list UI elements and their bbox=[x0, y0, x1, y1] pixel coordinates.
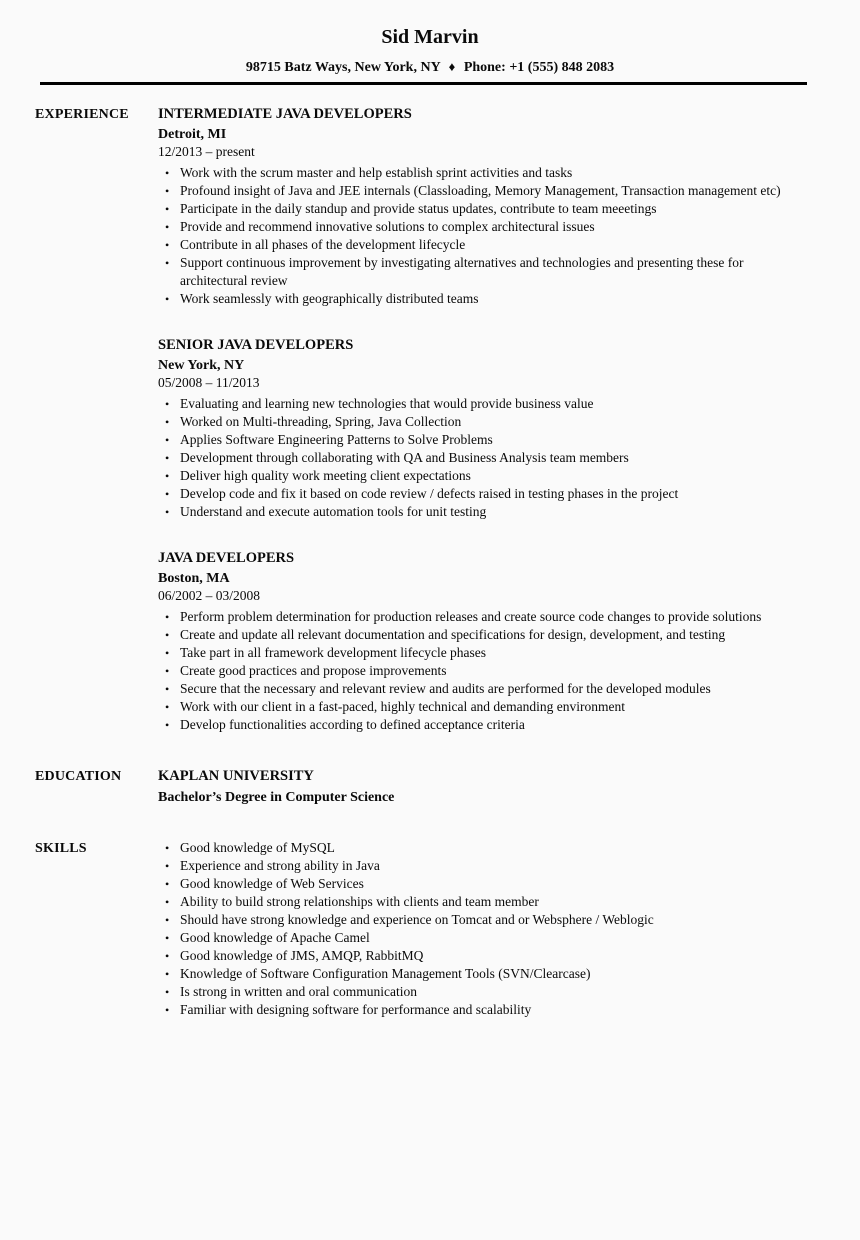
bullet-icon: • bbox=[165, 487, 170, 501]
list-item: • Evaluating and learning new technologies that would provide business value bbox=[165, 396, 594, 411]
bullet-icon: • bbox=[165, 859, 170, 873]
bullet-icon: • bbox=[165, 700, 170, 714]
school-name: KAPLAN UNIVERSITY bbox=[158, 768, 314, 784]
job-location: Detroit, MI bbox=[158, 127, 227, 142]
bullet-icon: • bbox=[165, 985, 170, 999]
bullet-icon: • bbox=[165, 451, 170, 465]
candidate-name: Sid Marvin bbox=[381, 26, 479, 48]
bullet-icon: • bbox=[165, 949, 170, 963]
job-location: New York, NY bbox=[158, 358, 245, 373]
list-item: • Experience and strong ability in Java bbox=[165, 858, 380, 873]
bullet-icon: • bbox=[165, 841, 170, 855]
job-dates: 05/2008 – 11/2013 bbox=[158, 375, 260, 390]
job-entry bbox=[158, 105, 806, 308]
bullet-icon: • bbox=[165, 292, 170, 306]
list-item: • Applies Software Engineering Patterns to Solve Problems bbox=[165, 432, 493, 447]
bullet-icon: • bbox=[165, 220, 170, 234]
list-item: • Create and update all relevant documentation and specifications for design, development, and testing bbox=[165, 627, 726, 642]
bullet-icon: • bbox=[165, 931, 170, 945]
degree-name: Bachelor’s Degree in Computer Science bbox=[158, 790, 395, 805]
bullet-icon: • bbox=[165, 682, 170, 696]
contact-phone: Phone: +1 (555) 848 2083 bbox=[463, 60, 615, 75]
list-item: • Support continuous improvement by investigating alternatives and technologies and presenting these for architectural review bbox=[165, 255, 744, 288]
list-item: • Secure that the necessary and relevant review and audits are performed for the developed modules bbox=[165, 681, 711, 696]
bullet-icon: • bbox=[165, 202, 170, 216]
skills-label: SKILLS bbox=[35, 841, 87, 856]
contact-line bbox=[0, 59, 860, 76]
list-item: • Development through collaborating with QA and Business Analysis team members bbox=[165, 450, 629, 465]
job-title: INTERMEDIATE JAVA DEVELOPERS bbox=[158, 106, 412, 122]
diamond-icon: ♦ bbox=[448, 59, 456, 74]
list-item: • Good knowledge of Apache Camel bbox=[165, 930, 370, 945]
section-experience bbox=[35, 105, 806, 734]
list-item: • Understand and execute automation tools for unit testing bbox=[165, 504, 487, 519]
experience-content bbox=[158, 105, 806, 734]
section-skills bbox=[35, 839, 806, 1019]
education-content bbox=[158, 767, 806, 806]
list-item: • Develop code and fix it based on code review / defects raised in testing phases in the project bbox=[165, 486, 679, 501]
list-item: • Take part in all framework development lifecycle phases bbox=[165, 645, 487, 660]
job-bullet-list bbox=[158, 164, 806, 308]
bullet-icon: • bbox=[165, 397, 170, 411]
job-entry bbox=[158, 549, 806, 734]
bullet-icon: • bbox=[165, 646, 170, 660]
list-item: • Good knowledge of JMS, AMQP, RabbitMQ bbox=[165, 948, 424, 963]
bullet-icon: • bbox=[165, 166, 170, 180]
job-entry bbox=[158, 336, 806, 521]
bullet-icon: • bbox=[165, 1003, 170, 1017]
contact-address: 98715 Batz Ways, New York, NY bbox=[245, 60, 441, 75]
list-item: • Create good practices and propose improvements bbox=[165, 663, 447, 678]
job-title: JAVA DEVELOPERS bbox=[158, 550, 295, 566]
bullet-icon: • bbox=[165, 628, 170, 642]
experience-label: EXPERIENCE bbox=[35, 107, 129, 122]
bullet-icon: • bbox=[165, 433, 170, 447]
bullet-icon: • bbox=[165, 505, 170, 519]
list-item: • Provide and recommend innovative solutions to complex architectural issues bbox=[165, 219, 595, 234]
bullet-icon: • bbox=[165, 718, 170, 732]
skills-content bbox=[158, 839, 806, 1019]
bullet-icon: • bbox=[165, 913, 170, 927]
list-item: • Perform problem determination for production releases and create source code changes to provide solutions bbox=[165, 609, 762, 624]
bullet-icon: • bbox=[165, 895, 170, 909]
list-item: • Worked on Multi-threading, Spring, Java Collection bbox=[165, 414, 462, 429]
job-bullet-list bbox=[158, 608, 806, 734]
resume-header bbox=[0, 0, 860, 85]
list-item: • Should have strong knowledge and experience on Tomcat and or Websphere / Weblogic bbox=[165, 912, 654, 927]
resume-body bbox=[0, 85, 860, 1019]
list-item: • Is strong in written and oral communication bbox=[165, 984, 417, 999]
bullet-icon: • bbox=[165, 967, 170, 981]
bullet-icon: • bbox=[165, 877, 170, 891]
list-item: • Profound insight of Java and JEE internals (Classloading, Memory Management, Transaction management etc) bbox=[165, 183, 781, 198]
list-item: • Contribute in all phases of the development lifecycle bbox=[165, 237, 466, 252]
list-item: • Ability to build strong relationships with clients and team member bbox=[165, 894, 539, 909]
list-item: • Work with our client in a fast-paced, highly technical and demanding environment bbox=[165, 699, 626, 714]
bullet-icon: • bbox=[165, 256, 170, 270]
bullet-icon: • bbox=[165, 664, 170, 678]
bullet-icon: • bbox=[165, 415, 170, 429]
bullet-icon: • bbox=[165, 469, 170, 483]
list-item: • Deliver high quality work meeting client expectations bbox=[165, 468, 471, 483]
education-label: EDUCATION bbox=[35, 769, 122, 784]
list-item: • Participate in the daily standup and provide status updates, contribute to team meeetings bbox=[165, 201, 657, 216]
job-location: Boston, MA bbox=[158, 571, 230, 586]
list-item: • Work seamlessly with geographically distributed teams bbox=[165, 291, 479, 306]
job-dates: 06/2002 – 03/2008 bbox=[158, 588, 261, 603]
list-item: • Familiar with designing software for performance and scalability bbox=[165, 1002, 532, 1017]
bullet-icon: • bbox=[165, 184, 170, 198]
job-dates: 12/2013 – present bbox=[158, 144, 255, 159]
job-title: SENIOR JAVA DEVELOPERS bbox=[158, 337, 354, 353]
skills-bullet-list bbox=[158, 839, 806, 1019]
job-bullet-list bbox=[158, 395, 806, 521]
section-education bbox=[35, 767, 806, 806]
list-item: • Knowledge of Software Configuration Management Tools (SVN/Clearcase) bbox=[165, 966, 591, 981]
bullet-icon: • bbox=[165, 610, 170, 624]
list-item: • Good knowledge of Web Services bbox=[165, 876, 364, 891]
bullet-icon: • bbox=[165, 238, 170, 252]
list-item: • Develop functionalities according to defined acceptance criteria bbox=[165, 717, 525, 732]
list-item: • Good knowledge of MySQL bbox=[165, 840, 335, 855]
list-item: • Work with the scrum master and help establish sprint activities and tasks bbox=[165, 165, 573, 180]
